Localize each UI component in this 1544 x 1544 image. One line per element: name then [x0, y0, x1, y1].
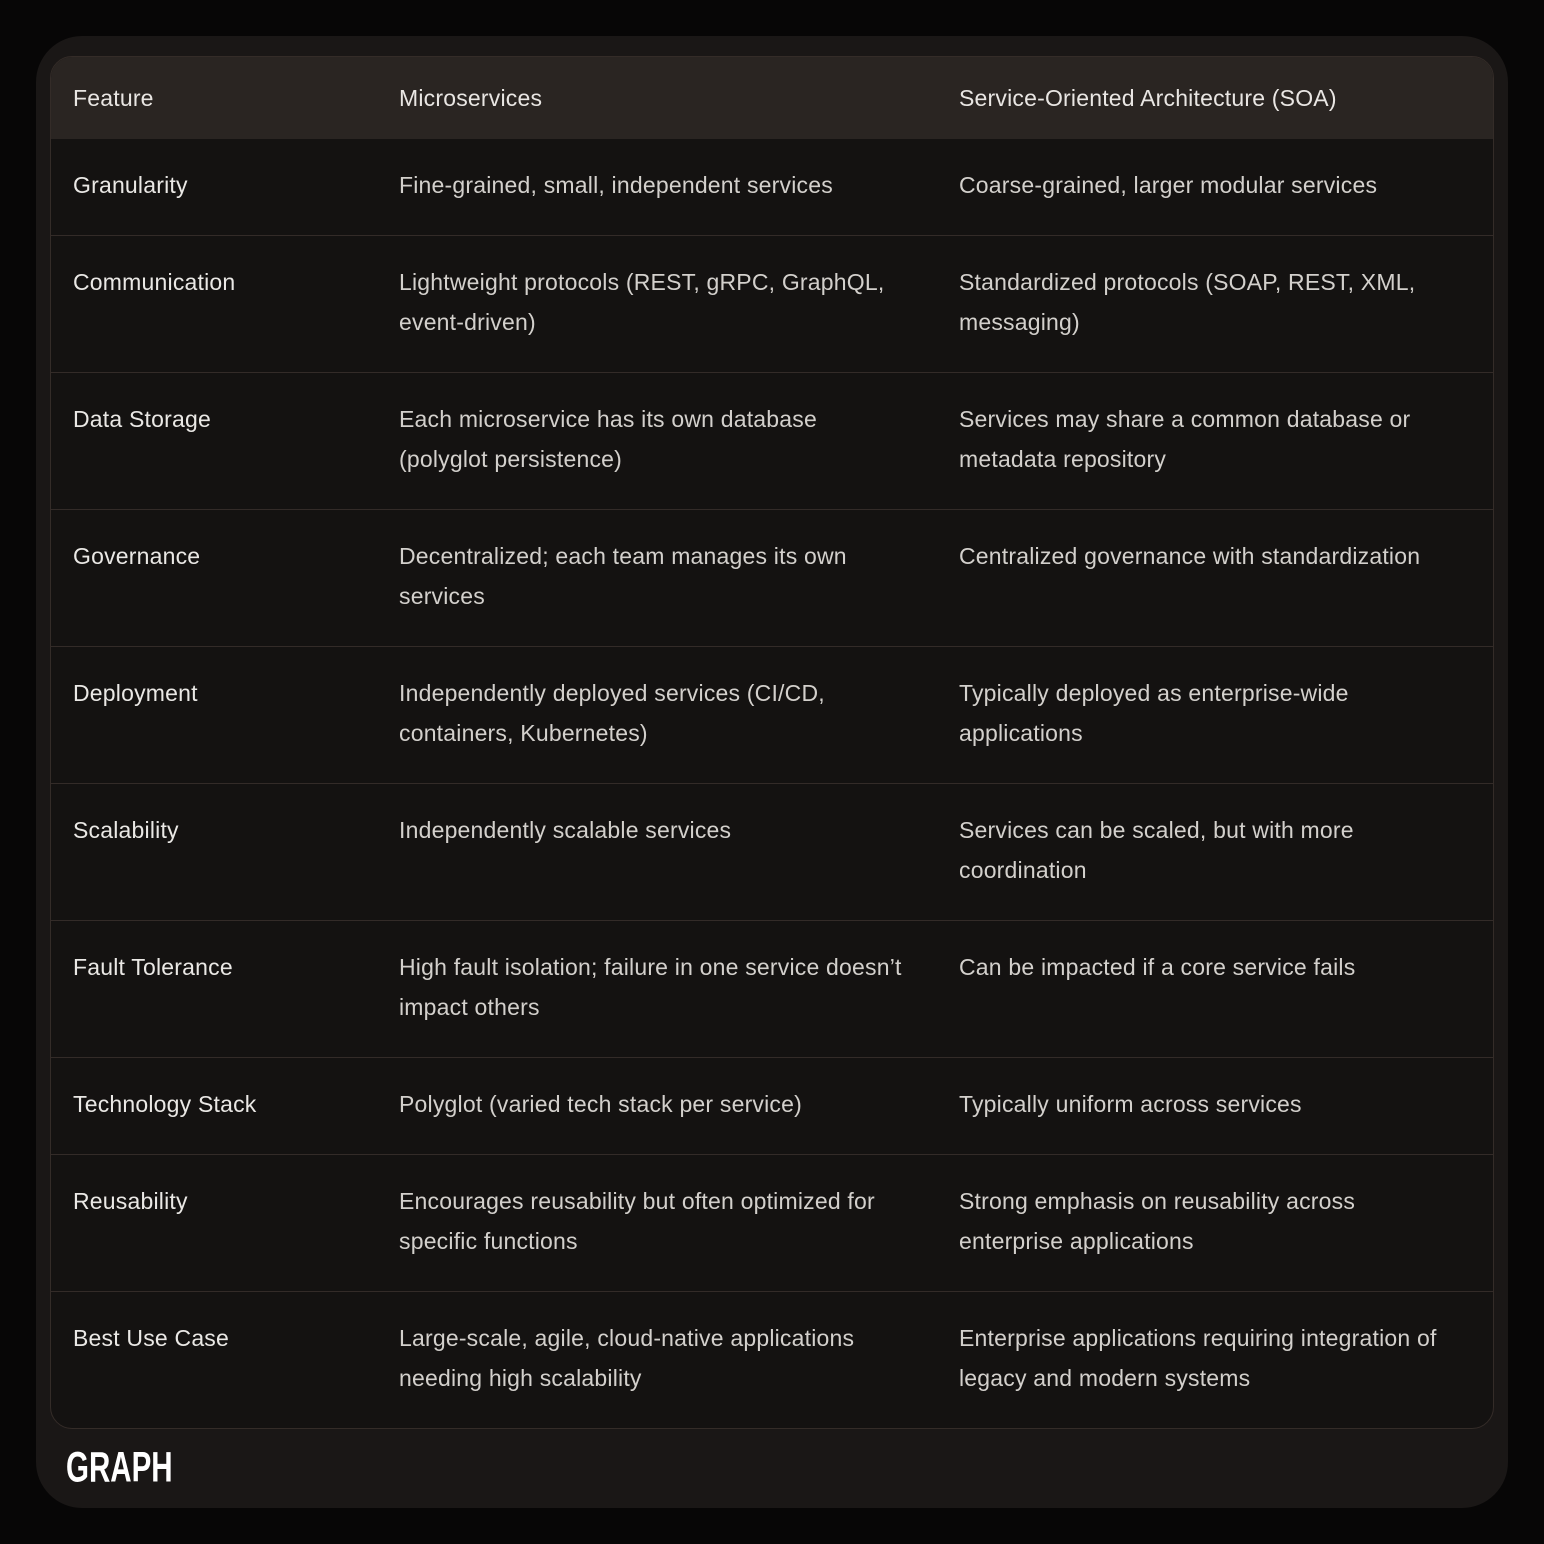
microservices-cell: Each microservice has its own database (polyglot persistence): [399, 406, 817, 472]
microservices-cell: Large-scale, agile, cloud-native applications needing high scalability: [399, 1325, 855, 1391]
soa-cell: Typically uniform across services: [959, 1091, 1302, 1117]
table-body: [51, 139, 1493, 1428]
graph-logo: GRAPH: [66, 1443, 173, 1491]
feature-cell: Scalability: [73, 817, 179, 843]
feature-cell: Granularity: [73, 172, 188, 198]
microservices-cell: High fault isolation; failure in one service doesn’t impact others: [399, 954, 902, 1020]
table-row: [51, 372, 1493, 509]
soa-cell: Services can be scaled, but with more coordination: [959, 817, 1354, 883]
feature-cell: Data Storage: [73, 406, 211, 432]
table-row: [51, 646, 1493, 783]
feature-cell: Technology Stack: [73, 1091, 257, 1117]
microservices-cell: Fine-grained, small, independent services: [399, 172, 833, 198]
table-row: [51, 1057, 1493, 1154]
feature-cell: Communication: [73, 269, 236, 295]
table-row: [51, 783, 1493, 920]
microservices-cell: Lightweight protocols (REST, gRPC, GraphQL, event-driven): [399, 269, 885, 335]
feature-cell: Reusability: [73, 1188, 188, 1214]
column-header-soa: Service-Oriented Architecture (SOA): [959, 84, 1337, 111]
microservices-cell: Independently deployed services (CI/CD, containers, Kubernetes): [399, 680, 825, 746]
comparison-table: [50, 56, 1494, 1429]
comparison-card: [36, 36, 1508, 1508]
feature-cell: Deployment: [73, 680, 198, 706]
column-header-microservices: Microservices: [399, 84, 543, 111]
column-header-feature: Feature: [73, 84, 154, 111]
microservices-cell: Decentralized; each team manages its own services: [399, 543, 847, 609]
soa-cell: Standardized protocols (SOAP, REST, XML, messaging): [959, 269, 1416, 335]
soa-cell: Strong emphasis on reusability across enterprise applications: [959, 1188, 1356, 1254]
feature-cell: Governance: [73, 543, 201, 569]
table-row: [51, 1291, 1493, 1428]
soa-cell: Services may share a common database or metadata repository: [959, 406, 1411, 472]
table-row: [51, 509, 1493, 646]
soa-cell: Coarse-grained, larger modular services: [959, 172, 1378, 198]
table-row: [51, 235, 1493, 372]
microservices-cell: Encourages reusability but often optimized for specific functions: [399, 1188, 875, 1254]
table-row: [51, 1154, 1493, 1291]
feature-cell: Best Use Case: [73, 1325, 229, 1351]
soa-cell: Centralized governance with standardization: [959, 543, 1421, 569]
feature-cell: Fault Tolerance: [73, 954, 233, 980]
soa-cell: Can be impacted if a core service fails: [959, 954, 1356, 980]
microservices-cell: Independently scalable services: [399, 817, 732, 843]
table-row: [51, 920, 1493, 1057]
soa-cell: Enterprise applications requiring integration of legacy and modern systems: [959, 1325, 1437, 1391]
table-header-row: [51, 57, 1493, 139]
table-row: [51, 139, 1493, 235]
soa-cell: Typically deployed as enterprise-wide applications: [959, 680, 1349, 746]
microservices-cell: Polyglot (varied tech stack per service): [399, 1091, 802, 1117]
